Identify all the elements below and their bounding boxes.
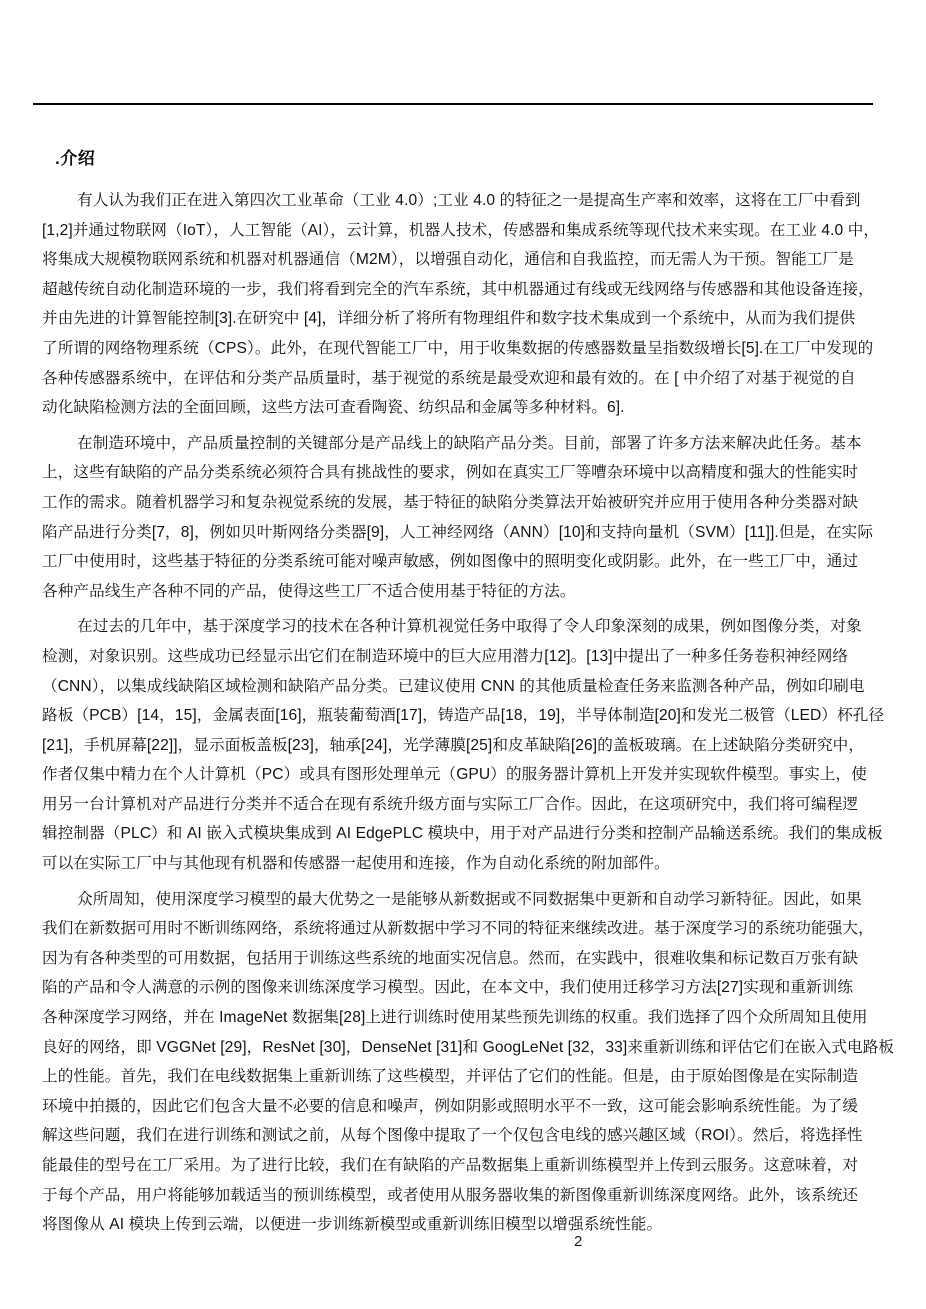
paragraph — [42, 612, 885, 878]
text-line: 各种产品线生产各种不同的产品，使得这些工厂不适合使用基于特征的方法。 — [42, 582, 576, 600]
text-line: 环境中拍摄的，因此它们包含大量不必要的信息和噪声，例如阴影或照明水平不一致，这可能会影响系统性能。为了缓 — [42, 1097, 859, 1115]
text-line: 于每个产品，用户将能够加载适当的预训练模型，或者使用从服务器收集的新图像重新训练深度网络。此外，该系统还 — [42, 1186, 859, 1204]
text-line: （CNN），以集成线缺陷区域检测和缺陷产品分类。已建议使用 CNN 的其他质量检查任务来监测各种产品，例如印刷电 — [42, 677, 865, 695]
text-line: 上的性能。首先，我们在电线数据集上重新训练了这些模型，并评估了它们的性能。但是，由于原始图像是在实际制造 — [42, 1068, 859, 1086]
section-heading: .介绍 — [55, 149, 96, 168]
text-line: 众所周知，使用深度学习模型的最大优势之一是能够从新数据或不同数据集中更新和自动学习新特征。因此，如果 — [77, 890, 862, 908]
text-line: 辑控制器（PLC）和 AI 嵌入式模块集成到 AI EdgePLC 模块中，用于对产品进行分类和控制产品输送系统。我们的集成板 — [42, 825, 883, 843]
paragraph — [42, 429, 885, 607]
text-line: 并由先进的计算智能控制[3].在研究中 [4]，详细分析了将所有物理组件和数字技术集成到一个系统中，从而为我们提供 — [42, 310, 856, 328]
text-line: 我们在新数据可用时不断训练网络，系统将通过从新数据中学习不同的特征来继续改进。基于深度学习的系统功能强大， — [42, 920, 874, 938]
body-text — [42, 186, 895, 1240]
text-line: 在制造环境中，产品质量控制的关键部分是产品线上的缺陷产品分类。目前，部署了许多方法来解决此任务。基本 — [77, 434, 862, 452]
text-line: 有人认为我们正在进入第四次工业革命（工业 4.0）;工业 4.0 的特征之一是提高生产率和效率，这将在工厂中看到 — [77, 192, 861, 209]
page-number: 2 — [574, 1233, 583, 1250]
text-line: 陷的产品和令人满意的示例的图像来训练深度学习模型。因此，在本文中，我们使用迁移学习方法[27]实现和重新训练 — [42, 979, 854, 997]
text-line: 陷产品进行分类[7，8]，例如贝叶斯网络分类器[9]，人工神经网络（ANN）[10]和支持向量机（SVM）[11]].但是，在实际 — [42, 523, 874, 541]
text-line: 用另一台计算机对产品进行分类并不适合在现有系统升级方面与实际工厂合作。因此，在这项研究中，我们将可编程逻 — [42, 795, 859, 813]
text-line: 可以在实际工厂中与其他现有机器和传感器一起使用和连接，作为自动化系统的附加部件。 — [42, 855, 670, 873]
text-line: [1,2]并通过物联网（IoT），人工智能（AI），云计算，机器人技术，传感器和集成系统等现代技术来实现。在工业 4.0 中， — [42, 221, 880, 239]
text-line: [21]，手机屏幕[22]]，显示面板盖板[23]，轴承[24]，光学薄膜[25]和皮革缺陷[26]的盖板玻璃。在上述缺陷分类研究中， — [42, 736, 865, 754]
header-rule — [33, 103, 873, 105]
text-line: 上，这些有缺陷的产品分类系统必须符合具有挑战性的要求，例如在真实工厂等嘈杂环境中以高精度和强大的性能实时 — [42, 464, 859, 482]
paragraph — [42, 186, 885, 423]
text-line: 能最佳的型号在工厂采用。为了进行比较，我们在有缺陷的产品数据集上重新训练模型并上传到云服务。这意味着，对 — [42, 1157, 859, 1174]
text-line: 动化缺陷检测方法的全面回顾，这些方法可查看陶瓷、纺织品和金属等多种材料。6]. — [42, 399, 625, 417]
text-line: 工厂中使用时，这些基于特征的分类系统可能对噪声敏感，例如图像中的照明变化或阴影。此外，在一些工厂中，通过 — [42, 553, 859, 571]
text-line: 作者仅集中精力在个人计算机（PC）或具有图形处理单元（GPU）的服务器计算机上开发并实现软件模型。事实上，使 — [42, 766, 867, 784]
text-line: 将图像从 AI 模块上传到云端，以便进一步训练新模型或重新训练旧模型以增强系统性能。 — [42, 1216, 663, 1234]
text-line: 各种深度学习网络，并在 ImageNet 数据集[28]上进行训练时使用某些预先训练的权重。我们选择了四个众所周知且使用 — [42, 1009, 868, 1027]
text-line: 在过去的几年中，基于深度学习的技术在各种计算机视觉任务中取得了令人印象深刻的成果，例如图像分类，对象 — [77, 618, 862, 636]
text-line: 将集成大规模物联网系统和机器对机器通信（M2M），以增强自动化，通信和自我监控，而无需人为干预。智能工厂是 — [42, 251, 854, 269]
text-line: 因为有各种类型的可用数据，包括用于训练这些系统的地面实况信息。然而，在实践中，很难收集和标记数百万张有缺 — [42, 949, 859, 967]
text-line: 路板（PCB）[14，15]，金属表面[16]，瓶装葡萄酒[17]，铸造产品[18，19]，半导体制造[20]和发光二极管（LED）杯孔径 — [42, 707, 885, 725]
text-line: 工作的需求。随着机器学习和复杂视觉系统的发展，基于特征的缺陷分类算法开始被研究并应用于使用各种分类器对缺 — [42, 493, 859, 511]
text-line: 良好的网络，即 VGGNet [29]，ResNet [30]，DenseNet [31]和 GoogLeNet [32，33]来重新训练和评估它们在嵌入式电路板 — [42, 1038, 895, 1056]
text-line: 了所谓的网络物理系统（CPS）。此外，在现代智能工厂中，用于收集数据的传感器数量呈指数级增长[5].在工厂中发现的 — [42, 339, 874, 357]
paragraph — [42, 885, 895, 1240]
text-line: 各种传感器系统中，在评估和分类产品质量时，基于视觉的系统是最受欢迎和最有效的。在 [ 中介绍了对基于视觉的自 — [42, 369, 856, 387]
text-line: 超越传统自动化制造环境的一步，我们将看到完全的汽车系统，其中机器通过有线或无线网络与传感器和其他设备连接， — [42, 280, 874, 298]
text-line: 检测，对象识别。这些成功已经显示出它们在制造环境中的巨大应用潜力[12]。[13]中提出了一种多任务卷积神经网络 — [42, 647, 849, 665]
text-line: 解这些问题，我们在进行训练和测试之前，从每个图像中提取了一个仅包含电线的感兴趣区域（ROI）。然后，将选择性 — [42, 1127, 863, 1145]
